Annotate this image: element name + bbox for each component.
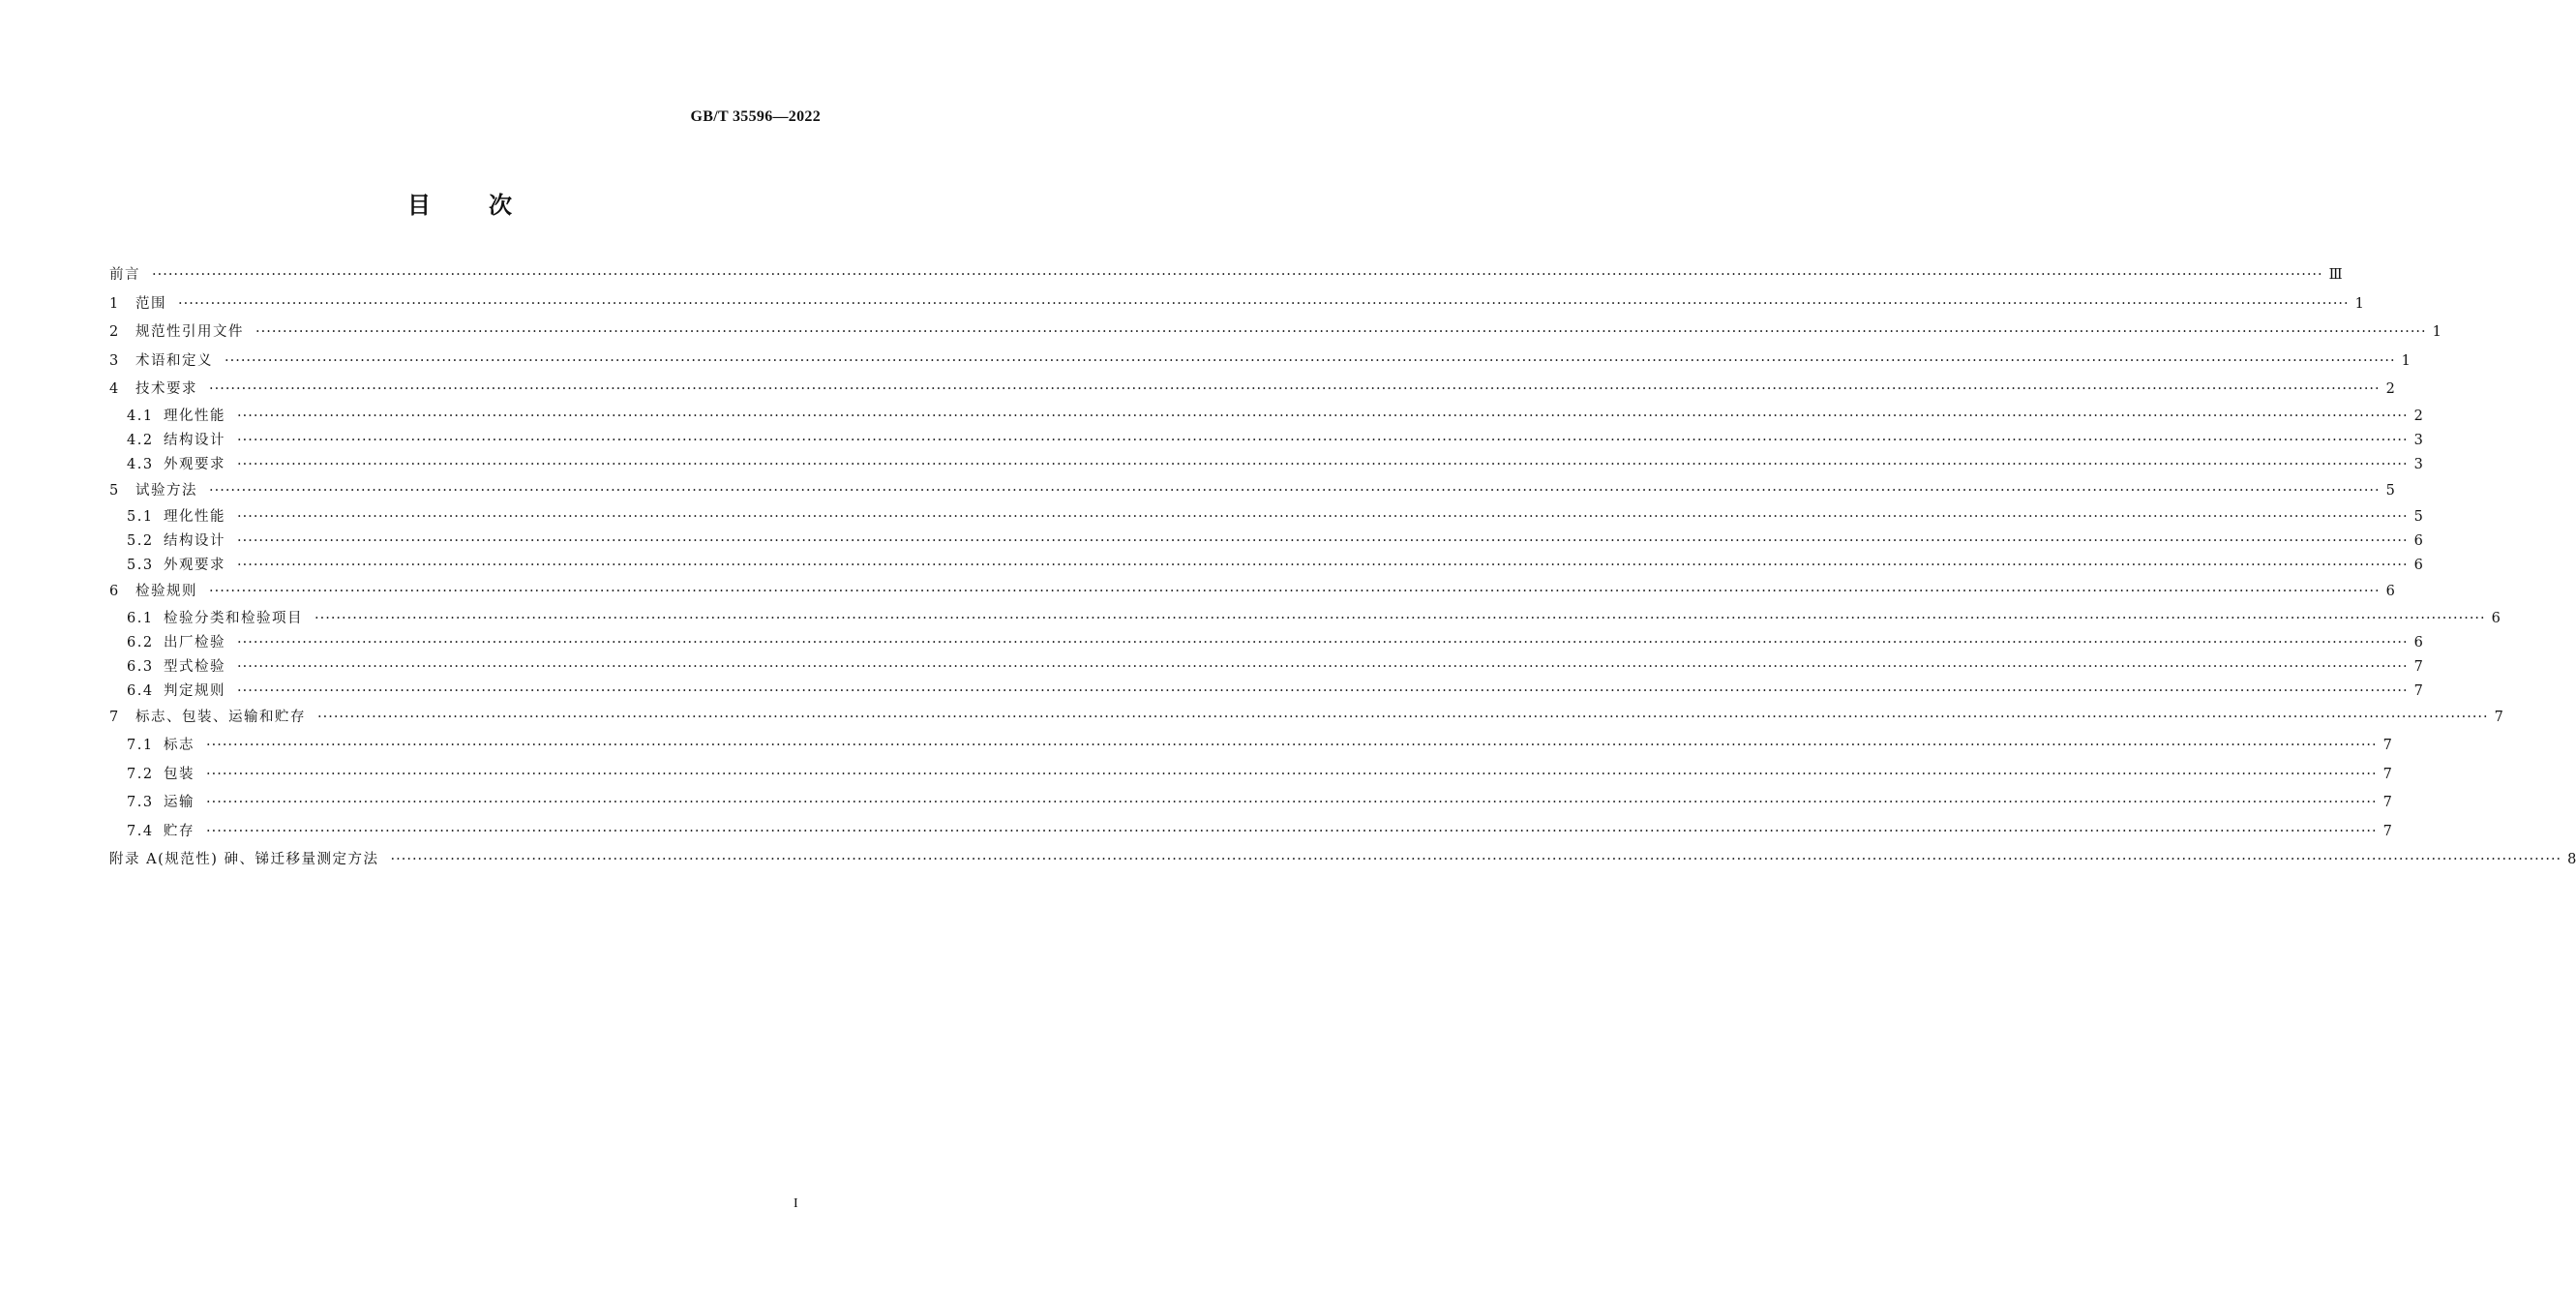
toc-entry[interactable] (109, 732, 2392, 761)
toc-entry-label: 技术要求 (135, 381, 197, 397)
toc-entry-page: 7 (2413, 658, 2423, 675)
toc-entry-page: 5 (2413, 509, 2423, 525)
toc-entry-label: 包装 (164, 766, 195, 782)
toc-entry[interactable] (109, 477, 2395, 506)
toc-entry-number: 7.3 (127, 795, 154, 810)
dot-leader: ················································································································································································································································································································································································································ (315, 610, 2486, 626)
toc-entry-page: 1 (2401, 352, 2411, 369)
dot-leader: ················································································································································································································································································································································································································ (237, 456, 2409, 472)
toc-entry-label: 试验方法 (135, 482, 197, 499)
dot-leader: ················································································································································································································································································································································································································ (237, 509, 2409, 525)
toc-entry[interactable] (109, 405, 2423, 429)
toc-entry-label: 理化性能 (164, 408, 225, 424)
toc-entry-page: 5 (2385, 482, 2395, 499)
toc-entry-page: 6 (2491, 610, 2501, 626)
page-number: I (794, 1196, 798, 1211)
toc-entry-label: 检验规则 (135, 584, 197, 599)
toc-entry-label: 出厂检验 (164, 634, 225, 650)
toc-entry[interactable] (109, 554, 2423, 578)
table-of-contents (109, 261, 2576, 875)
toc-entry[interactable] (109, 429, 2423, 453)
dot-leader: ················································································································································································································································································································································································································ (209, 584, 2381, 599)
toc-entry-label: 附录 A(规范性) 砷、锑迁移量测定方法 (109, 852, 379, 867)
toc-entry-page: 7 (2382, 766, 2392, 782)
toc-entry[interactable] (109, 318, 2441, 348)
toc-entry[interactable] (109, 529, 2423, 554)
toc-entry-number: 6.2 (127, 634, 154, 650)
toc-entry-number: 6 (109, 584, 120, 599)
toc-entry-label: 型式检验 (164, 658, 225, 675)
toc-entry-number: 2 (109, 324, 120, 340)
toc-entry-number: 5.1 (127, 509, 154, 525)
toc-entry-label: 贮存 (164, 823, 195, 839)
toc-entry-label: 范围 (135, 295, 166, 312)
dot-leader: ················································································································································································································································································································································································································ (237, 682, 2409, 699)
toc-entry[interactable] (109, 704, 2503, 733)
dot-leader: ················································································································································································································································································································································································································ (206, 738, 2378, 753)
toc-entry-page: 2 (2413, 408, 2423, 424)
toc-entry-page: 7 (2494, 709, 2503, 725)
dot-leader: ················································································································································································································································································································································································································ (209, 482, 2381, 499)
toc-entry[interactable] (109, 261, 2343, 290)
dot-leader: ················································································································································································································································································································································································································ (237, 432, 2409, 448)
toc-entry-number: 6.3 (127, 658, 154, 675)
toc-entry-number: 7 (109, 709, 120, 725)
standard-code: GB/T 35596—2022 (690, 108, 821, 125)
toc-entry-number: 4 (109, 381, 120, 397)
toc-entry-number: 5.2 (127, 533, 154, 549)
toc-entry-label: 结构设计 (164, 533, 225, 549)
page-title (0, 186, 919, 220)
toc-entry-number: 4.2 (127, 432, 154, 448)
toc-entry-number: 7.4 (127, 823, 154, 839)
dot-leader: ················································································································································································································································································································································································································ (152, 267, 2323, 283)
toc-entry-page: 6 (2385, 584, 2395, 599)
toc-entry[interactable] (109, 789, 2392, 818)
toc-entry[interactable] (109, 655, 2423, 680)
toc-entry-label: 前言 (109, 267, 140, 283)
toc-entry-page: 6 (2413, 634, 2423, 650)
toc-entry-number: 1 (109, 295, 120, 312)
toc-entry-page: 7 (2413, 682, 2423, 699)
dot-leader: ················································································································································································································································································································································································································ (237, 558, 2409, 573)
dot-leader: ················································································································································································································································································································································································································ (237, 658, 2409, 675)
toc-entry-page: 2 (2385, 381, 2395, 397)
dot-leader: ················································································································································································································································································································································································································ (225, 352, 2396, 369)
toc-entry-label: 检验分类和检验项目 (164, 610, 303, 626)
toc-entry-number: 5 (109, 482, 120, 499)
toc-entry[interactable] (109, 818, 2392, 847)
toc-entry[interactable] (109, 846, 2576, 875)
toc-entry[interactable] (109, 631, 2423, 655)
toc-entry[interactable] (109, 680, 2423, 704)
dot-leader: ················································································································································································································································································································································································································ (390, 852, 2562, 867)
toc-entry-page: 6 (2413, 533, 2423, 549)
toc-entry-number: 6.1 (127, 610, 154, 626)
toc-entry-number: 4.1 (127, 408, 154, 424)
toc-entry-number: 6.4 (127, 682, 154, 699)
dot-leader: ················································································································································································································································································································································································································ (317, 709, 2489, 725)
toc-entry[interactable] (109, 505, 2423, 529)
toc-entry-page: 7 (2382, 823, 2392, 839)
toc-entry-page: 3 (2413, 456, 2423, 472)
toc-entry-number: 3 (109, 352, 120, 369)
dot-leader: ················································································································································································································································································································································································································ (209, 381, 2381, 397)
toc-entry[interactable] (109, 578, 2395, 607)
dot-leader: ················································································································································································································································································································································································································ (237, 533, 2409, 549)
toc-entry-label: 判定规则 (164, 682, 225, 699)
toc-entry-label: 外观要求 (164, 456, 225, 472)
toc-entry[interactable] (109, 290, 2364, 319)
title-char-1: 目 (407, 192, 431, 219)
dot-leader: ················································································································································································································································································································································································································ (206, 823, 2378, 839)
toc-entry-label: 标志、包装、运输和贮存 (135, 709, 306, 725)
toc-entry-page: 1 (2432, 324, 2441, 340)
dot-leader: ················································································································································································································································································································································································································ (237, 408, 2409, 424)
toc-entry-number: 5.3 (127, 558, 154, 573)
toc-entry-number: 7.1 (127, 738, 154, 753)
toc-entry-page: 6 (2413, 558, 2423, 573)
toc-entry-number: 4.3 (127, 456, 154, 472)
dot-leader: ················································································································································································································································································································································································································ (206, 766, 2378, 782)
dot-leader: ················································································································································································································································································································································································································ (206, 795, 2378, 810)
dot-leader: ················································································································································································································································································································································································································ (237, 634, 2409, 650)
title-char-2: 次 (489, 192, 512, 219)
toc-entry-label: 理化性能 (164, 509, 225, 525)
toc-entry-page: 8 (2567, 852, 2576, 867)
toc-entry-label: 运输 (164, 795, 195, 810)
toc-entry-page: Ⅲ (2328, 267, 2343, 283)
toc-entry-label: 规范性引用文件 (135, 324, 244, 340)
toc-entry-label: 术语和定义 (135, 352, 213, 369)
toc-entry-page: 7 (2382, 738, 2392, 753)
toc-entry-page: 7 (2382, 795, 2392, 810)
toc-entry[interactable] (109, 761, 2392, 790)
toc-entry-page: 1 (2354, 295, 2364, 312)
toc-entry-number: 7.2 (127, 766, 154, 782)
toc-entry-label: 标志 (164, 738, 195, 753)
toc-entry-label: 结构设计 (164, 432, 225, 448)
dot-leader: ················································································································································································································································································································································································································ (255, 324, 2427, 340)
toc-entry[interactable] (109, 607, 2501, 631)
toc-entry-label: 外观要求 (164, 558, 225, 573)
toc-entry[interactable] (109, 376, 2395, 405)
dot-leader: ················································································································································································································································································································································································································ (178, 295, 2350, 312)
toc-entry[interactable] (109, 453, 2423, 477)
toc-entry-page: 3 (2413, 432, 2423, 448)
toc-entry[interactable] (109, 348, 2411, 377)
